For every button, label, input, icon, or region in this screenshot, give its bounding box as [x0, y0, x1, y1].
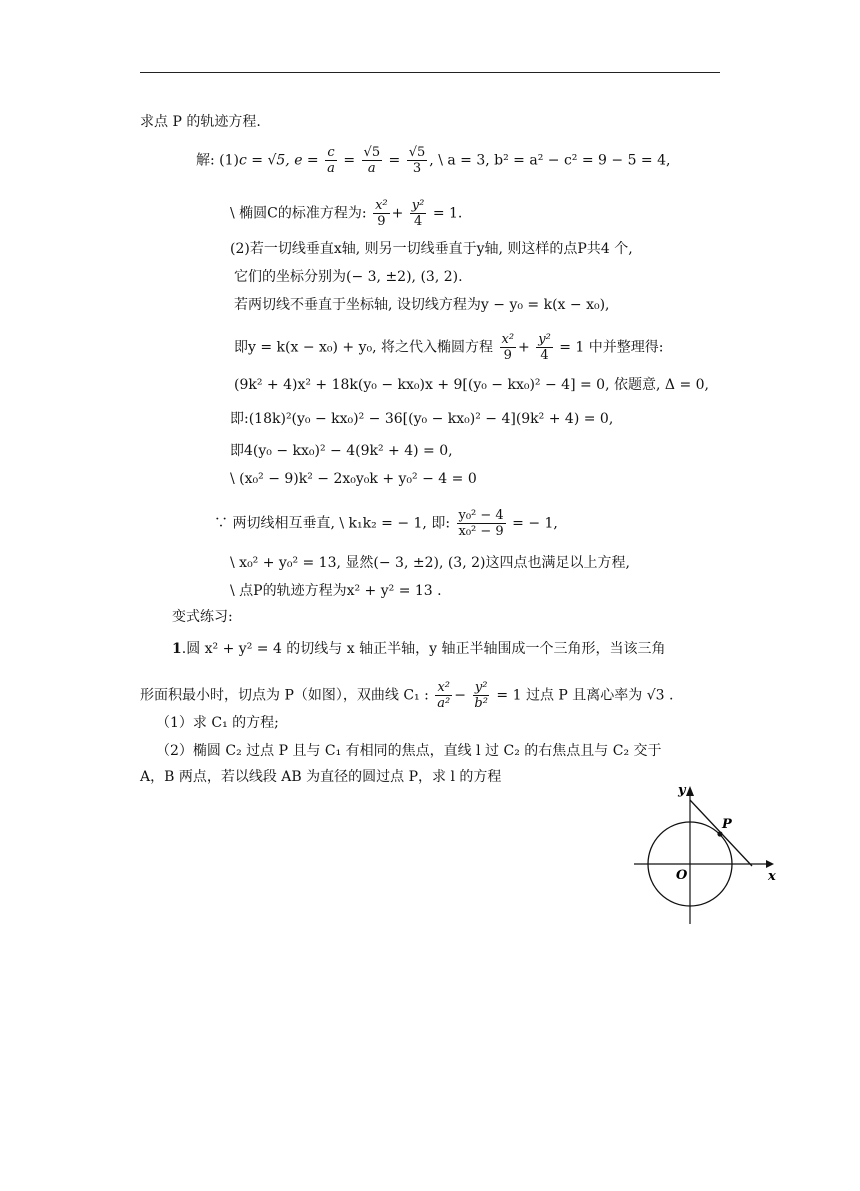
circle-tangent-figure: [628, 778, 784, 932]
y-axis-arrow-icon: [686, 786, 694, 796]
solution-line-1-tail: , \ a = 3, b² = a² − c² = 9 − 5 = 4,: [429, 152, 671, 169]
solution-lead: 解: (1): [196, 152, 239, 169]
point-label: P: [722, 817, 732, 832]
question-2-line-a: （2）椭圆 C₂ 过点 P 且与 C₁ 有相同的焦点，直线 l 过 C₂ 的右焦点且与 C₂ 交于: [156, 743, 662, 759]
figure-svg: [628, 778, 784, 928]
fraction-sqrt5-3: $\frac{√5}{3}$: [408, 145, 426, 176]
solution-line-6: [234, 332, 664, 363]
ellipse-equation-tail: = 1.: [432, 205, 463, 222]
question-1: （1）求 C₁ 的方程;: [156, 715, 279, 731]
fraction-sqrt5-a: $\frac{√5}{a}$: [363, 145, 381, 176]
problem-1-text-a: .圆 x² + y² = 4 的切线与 x 轴正半轴，y 轴正半轴围成一个三角形，当该三角: [181, 641, 666, 657]
substitution-head: 即y = k(x − x₀) + y₀, 将之代入椭圆方程: [234, 339, 494, 356]
fraction-x2-9-b: $\frac{\text{x²}}{9}$: [501, 332, 515, 363]
problem-number: 1: [172, 641, 182, 657]
problem-1-line-b: [140, 680, 673, 711]
plus-sign-b: +: [518, 339, 530, 356]
solution-line-5: 若两切线不垂直于坐标轴, 设切线方程为y − y₀ = k(x − x₀),: [234, 297, 610, 313]
solution-line-12: \ x₀² + y₀² = 13, 显然(− 3, ±2), (3, 2)这四点也满足以上方程,: [230, 555, 630, 571]
perpendicular-head: ∵ 两切线相互垂直, \ k₁k₂ = − 1, 即:: [214, 515, 451, 532]
solution-line-4: 它们的坐标分别为(− 3, ±2), (3, 2).: [234, 269, 463, 285]
solution-line-10: \ (x₀² − 9)k² − 2x₀y₀k + y₀² − 4 = 0: [230, 471, 477, 487]
problem-1-text-b-head: 形面积最小时，切点为 P（如图），双曲线 C₁ :: [140, 687, 429, 704]
x-axis-label: x: [768, 869, 776, 884]
solution-line-8: 即:(18k)²(y₀ − kx₀)² − 36[(y₀ − kx₀)² − 4](9k² + 4) = 0,: [230, 411, 614, 427]
fraction-slope-product: $\frac{\text{y₀² − 4}}{\text{x₀² − 9}}$: [458, 508, 504, 539]
solution-line-13: \ 点P的轨迹方程为x² + y² = 13 .: [230, 583, 442, 599]
question-2-line-b: A，B 两点，若以线段 AB 为直径的圆过点 P，求 l 的方程: [140, 769, 502, 785]
fraction-y2-4-b: $\frac{\text{y²}}{4}$: [538, 332, 551, 363]
perpendicular-tail: = − 1,: [512, 515, 558, 532]
substitution-tail: = 1 中并整理得:: [559, 339, 664, 356]
x-axis-arrow-icon: [766, 860, 774, 868]
solution-line-11: [214, 508, 558, 539]
solution-line-2: [230, 198, 462, 229]
eccentricity-text: c = √5, e =: [239, 152, 319, 169]
fraction-c-a: $\frac{c}{a}$: [327, 145, 335, 176]
y-axis-label: y: [678, 783, 686, 798]
plus-sign: +: [391, 205, 404, 222]
problem-1-line-a: [172, 640, 665, 658]
variant-exercise-title: 变式练习:: [172, 609, 233, 625]
origin-label: O: [676, 868, 688, 883]
problem-1-text-b-tail: = 1 过点 P 且离心率为 √3 .: [496, 687, 674, 704]
solution-line-3: (2)若一切线垂直x轴, 则另一切线垂直于y轴, 则这样的点P共4 个,: [230, 241, 633, 257]
minus-sign: −: [454, 687, 466, 704]
fraction-x2-a2: $\frac{\text{x²}}{\text{a²}}$: [437, 680, 451, 711]
solution-line-9: 即4(y₀ − kx₀)² − 4(9k² + 4) = 0,: [230, 443, 453, 459]
solution-line-7: (9k² + 4)x² + 18k(y₀ − kx₀)x + 9[(y₀ − kx₀)² − 4] = 0, 依题意, Δ = 0,: [234, 377, 709, 393]
fraction-y2-4: $\frac{\text{y²}}{4}$: [411, 198, 425, 229]
fraction-y2-b2: $\frac{\text{y²}}{\text{b²}}$: [474, 680, 488, 711]
ellipse-equation-head: \ 椭圆C的标准方程为:: [230, 205, 367, 222]
header-rule: [140, 72, 720, 73]
task-line: 求点 P 的轨迹方程.: [140, 114, 261, 130]
fraction-x2-9: $\frac{\text{x²}}{9}$: [375, 198, 388, 229]
tangent-point-marker: [717, 831, 722, 836]
solution-line-1: 解: (1)c = √5, e = $\frac{c}{a}$ = $\frac{√5}{a}$ = $\frac{√5}{3}$ , \ a = 3, b² = a² − c² = 9 − 5 = 4,: [196, 145, 671, 176]
